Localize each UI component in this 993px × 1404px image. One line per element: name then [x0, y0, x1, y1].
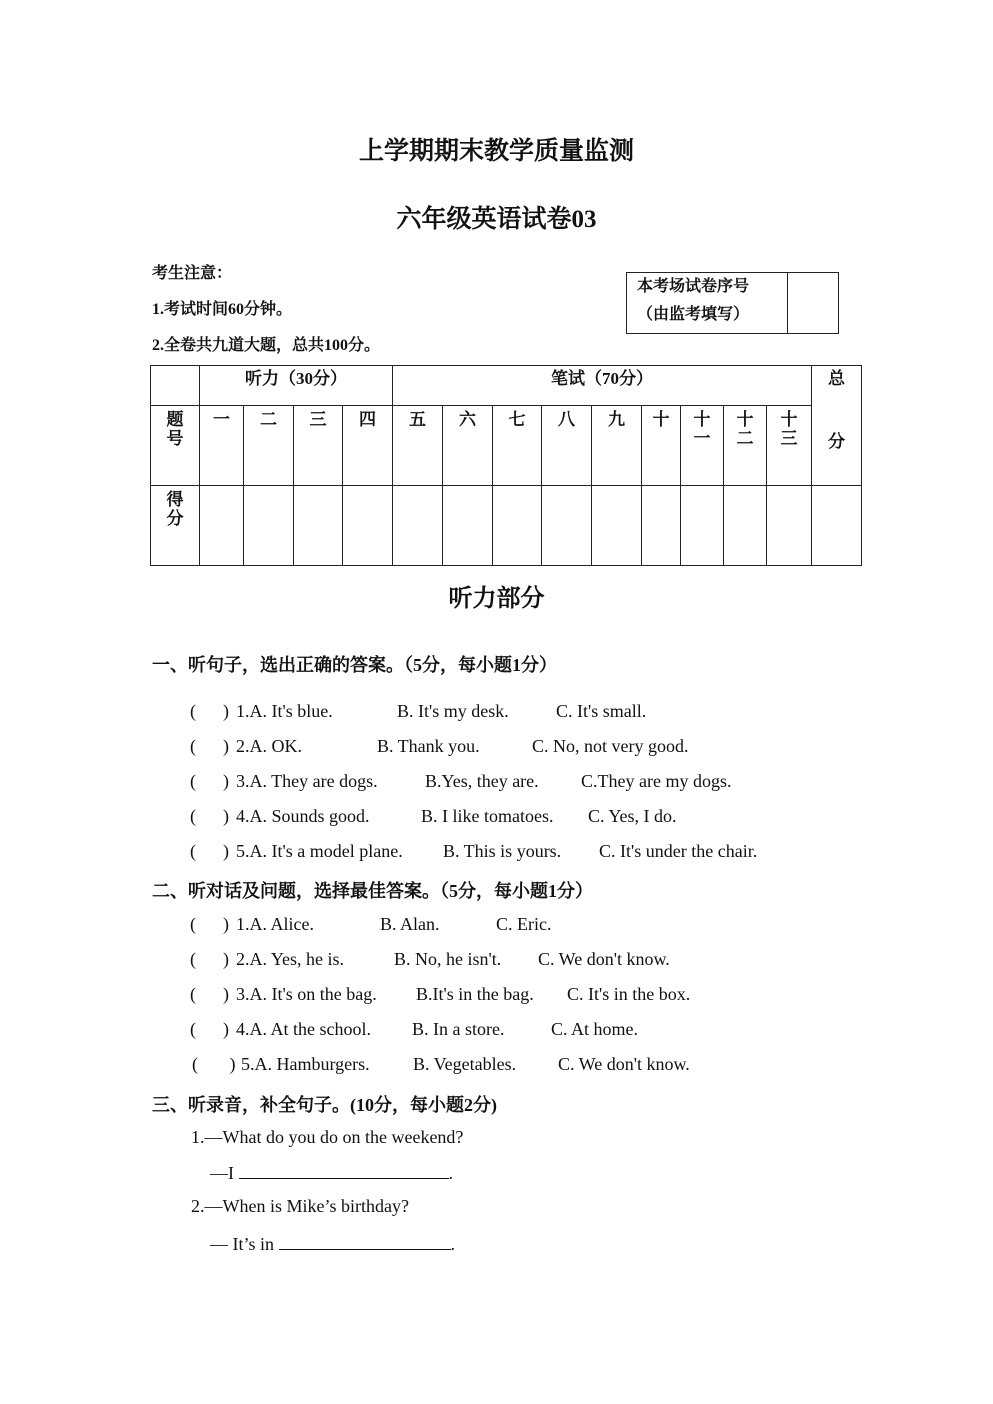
option-c: C. It's under the chair.	[599, 841, 758, 861]
score-cell[interactable]	[393, 486, 443, 566]
notes-heading: 考生注意：	[152, 265, 233, 282]
answer-prefix: —I	[210, 1163, 234, 1183]
row-label-score	[151, 486, 200, 566]
score-cell[interactable]	[244, 486, 294, 566]
option-b: B. It's my desk.	[397, 701, 509, 721]
seat-number-box	[626, 272, 839, 334]
option-c: C. At home.	[551, 1019, 639, 1039]
option-b: B.It's in the bag.	[416, 984, 534, 1004]
fill-blank[interactable]	[239, 1162, 449, 1179]
option-a: A. It's blue.	[249, 701, 333, 721]
option-a: A. It's a model plane.	[249, 841, 403, 861]
option-c: C. Yes, I do.	[588, 806, 677, 826]
writing-header: 笔试（70分）	[393, 366, 812, 406]
answer-blank[interactable]: ( )	[190, 984, 229, 1004]
answer-line-2	[210, 1233, 455, 1255]
list-item	[190, 1019, 639, 1040]
option-a: A. At the school.	[249, 1019, 371, 1039]
option-c: C. We don't know.	[538, 949, 670, 969]
col-2: 二	[244, 406, 294, 486]
col-10: 十	[642, 406, 681, 486]
listening-header: 听力（30分）	[200, 366, 393, 406]
list-item	[190, 771, 732, 792]
answer-blank[interactable]: ( )	[190, 841, 229, 861]
col-7: 七	[493, 406, 542, 486]
exam-subtitle: 六年级英语试卷03	[396, 206, 597, 233]
option-c: C. Eric.	[496, 914, 552, 934]
answer-blank[interactable]: ( )	[190, 949, 229, 969]
col-8: 八	[542, 406, 592, 486]
score-label: 得分	[166, 490, 184, 528]
item-number: 1.	[236, 914, 250, 934]
score-table	[150, 365, 862, 566]
total-header-top: 总	[828, 369, 845, 388]
score-cell[interactable]	[443, 486, 493, 566]
score-cell[interactable]	[542, 486, 592, 566]
seat-number-field[interactable]	[788, 273, 839, 334]
note-item-1: 1.考试时间60分钟。	[152, 301, 293, 318]
answer-prefix: — It’s in	[210, 1234, 275, 1254]
item-number: 3.	[236, 771, 250, 791]
question-number-label: 题号	[166, 410, 184, 448]
item-number: 3.	[236, 984, 250, 1004]
option-a: A. Alice.	[249, 914, 314, 934]
option-a: A. Yes, he is.	[249, 949, 345, 969]
col-11	[681, 406, 724, 486]
total-header-bottom: 分	[828, 432, 845, 451]
col-9: 九	[592, 406, 642, 486]
row-label-question	[151, 406, 200, 486]
list-item	[190, 949, 670, 970]
col-12-label: 十二	[736, 410, 754, 448]
list-item	[190, 984, 691, 1005]
option-c: C. It's small.	[556, 701, 647, 721]
seat-label-line1: 本考场试卷序号	[637, 278, 750, 295]
score-cell[interactable]	[592, 486, 642, 566]
item-number: 4.	[236, 806, 250, 826]
section3-heading: 三、听录音，补全句子。(10分，每小题2分)	[152, 1095, 497, 1115]
col-4: 四	[343, 406, 393, 486]
section2-heading: 二、听对话及问题，选择最佳答案。（5分，每小题1分）	[152, 881, 593, 901]
col-5: 五	[393, 406, 443, 486]
col-13-label: 十三	[780, 410, 798, 448]
option-b: B. This is yours.	[443, 841, 562, 861]
score-cell[interactable]	[493, 486, 542, 566]
col-11-label: 十一	[693, 410, 711, 448]
answer-line-1	[210, 1162, 453, 1184]
col-3: 三	[294, 406, 343, 486]
list-item	[190, 736, 689, 757]
list-item	[190, 806, 677, 827]
option-a: A. It's on the bag.	[249, 984, 377, 1004]
score-cell[interactable]	[681, 486, 724, 566]
option-a: A. They are dogs.	[249, 771, 378, 791]
option-b: B.Yes, they are.	[425, 771, 539, 791]
option-c: C.They are my dogs.	[581, 771, 732, 791]
option-a: A. Hamburgers.	[254, 1054, 370, 1074]
list-item	[190, 914, 552, 935]
item-number: 5.	[241, 1054, 255, 1074]
item-number: 2.	[236, 736, 250, 756]
score-cell[interactable]	[343, 486, 393, 566]
section1-heading: 一、听句子，选出正确的答案。（5分，每小题1分）	[152, 655, 557, 675]
answer-blank[interactable]: ( )	[190, 1019, 229, 1039]
list-item	[190, 701, 647, 722]
question-2: 2.—When is Mike’s birthday?	[191, 1196, 409, 1216]
item-number: 5.	[236, 841, 250, 861]
col-12	[724, 406, 767, 486]
col-6: 六	[443, 406, 493, 486]
list-item	[190, 841, 758, 862]
option-a: A. OK.	[249, 736, 302, 756]
option-b: B. Thank you.	[377, 736, 480, 756]
option-a: A. Sounds good.	[249, 806, 370, 826]
seat-label-line2: （由监考填写）	[637, 306, 750, 323]
score-cell[interactable]	[642, 486, 681, 566]
exam-title: 上学期期末教学质量监测	[358, 138, 634, 165]
option-b: B. Alan.	[380, 914, 440, 934]
fill-blank[interactable]	[279, 1233, 451, 1250]
score-cell[interactable]	[294, 486, 343, 566]
answer-blank[interactable]: ( )	[190, 806, 229, 826]
total-header	[812, 366, 862, 486]
table-corner-cell	[151, 366, 200, 406]
question-1: 1.—What do you do on the weekend?	[191, 1127, 464, 1147]
option-c: C. It's in the box.	[567, 984, 691, 1004]
answer-blank[interactable]: ( )	[190, 736, 229, 756]
col-13	[767, 406, 812, 486]
score-row	[151, 486, 862, 566]
answer-blank[interactable]: ( )	[192, 1054, 236, 1074]
end-mark: .	[448, 1163, 453, 1183]
score-cell[interactable]	[200, 486, 244, 566]
option-b: B. In a store.	[412, 1019, 505, 1039]
option-b: B. No, he isn't.	[394, 949, 502, 969]
end-mark: .	[450, 1234, 456, 1254]
listening-part-title: 听力部分	[448, 586, 545, 612]
seat-number-label	[627, 273, 788, 334]
option-b: B. Vegetables.	[413, 1054, 517, 1074]
question-number-row	[151, 406, 862, 486]
score-cell[interactable]	[767, 486, 812, 566]
option-c: C. We don't know.	[558, 1054, 690, 1074]
total-score-cell[interactable]	[812, 486, 862, 566]
list-item	[192, 1054, 690, 1075]
answer-blank[interactable]: ( )	[190, 914, 229, 934]
answer-blank[interactable]: ( )	[190, 701, 229, 721]
score-cell[interactable]	[724, 486, 767, 566]
option-c: C. No, not very good.	[532, 736, 689, 756]
item-number: 1.	[236, 701, 250, 721]
note-item-2: 2.全卷共九道大题，总共100分。	[152, 337, 381, 354]
answer-blank[interactable]: ( )	[190, 771, 229, 791]
item-number: 4.	[236, 1019, 250, 1039]
col-1: 一	[200, 406, 244, 486]
option-b: B. I like tomatoes.	[421, 806, 554, 826]
item-number: 2.	[236, 949, 250, 969]
